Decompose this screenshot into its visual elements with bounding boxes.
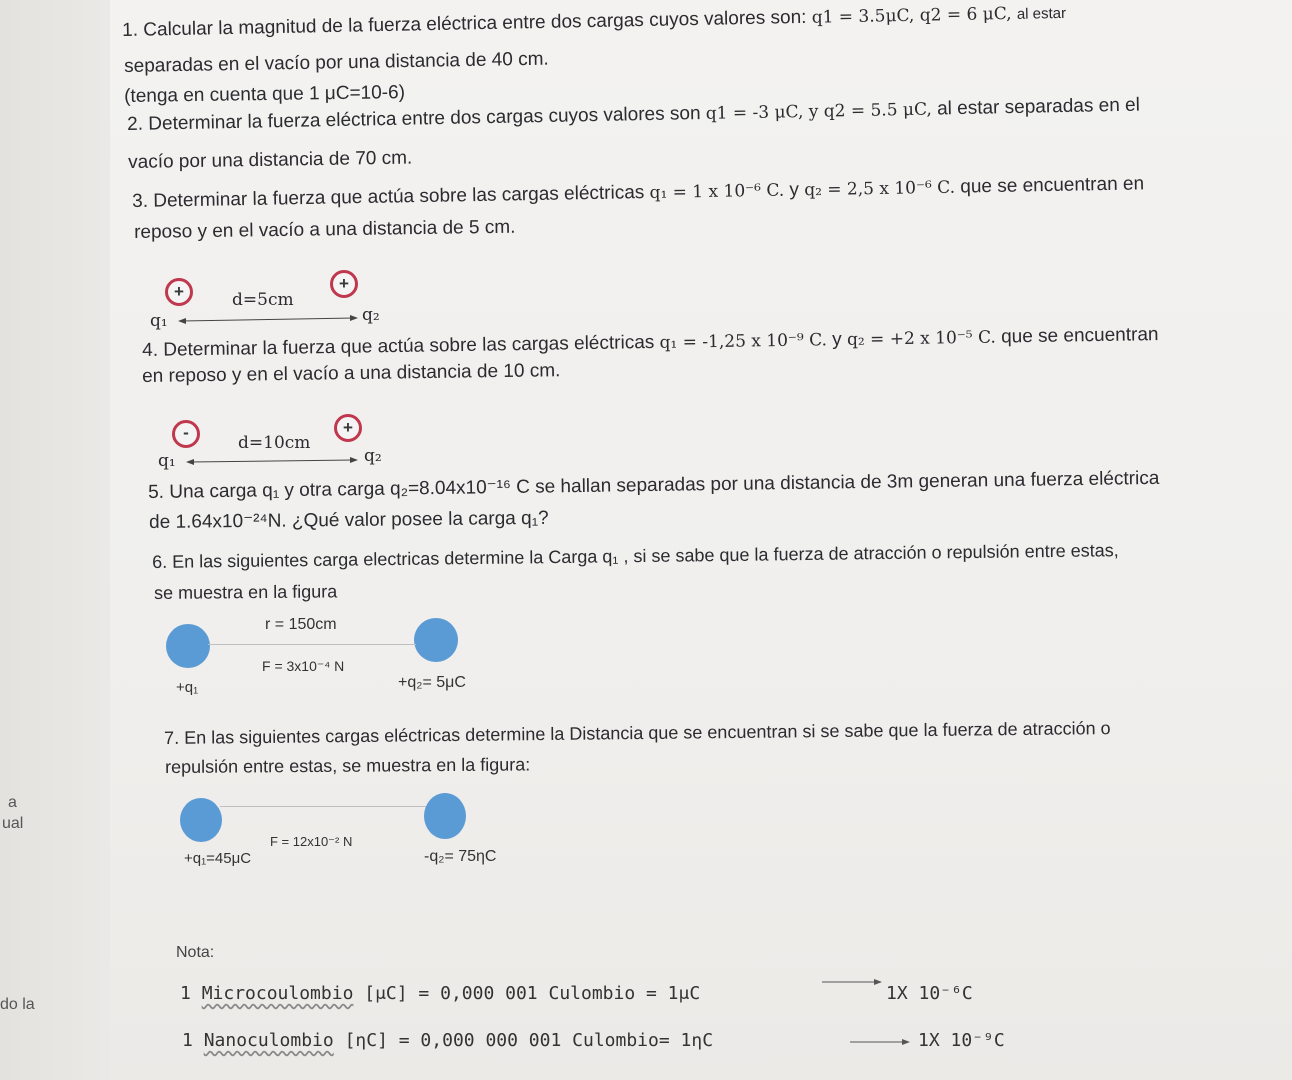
charge-label-q2: q₂ (364, 446, 382, 466)
problem-4-line-1: 4. Determinar la fuerza que actúa sobre las cargas eléctricas q₁ = -1,25 x 10⁻⁹ C. y q₂ = +2 x 10⁻⁵ C. que se encuentran (142, 324, 1159, 361)
problem-5-line-1: 5. Una carga q₁ y otra carga q₂=8.04x10⁻¹⁶ C se hallan separadas por una distancia de 3m generan una fuerza eléctrica (148, 467, 1160, 503)
charge-label-q2: +q₂= 5μC (398, 674, 466, 691)
separator-line (208, 644, 416, 645)
problem-1-line-2: separadas en el vacío por una distancia de 40 cm. (124, 48, 549, 77)
charge-label-q1: +q₁=45μC (184, 850, 252, 867)
arrow-right-icon (850, 1036, 910, 1048)
problem-2-line-2: vacío por una distancia de 70 cm. (128, 147, 413, 173)
problem-6-line-2: se muestra en la figura (154, 581, 338, 603)
problem-5-line-2: de 1.64x10⁻²⁴N. ¿Qué valor posee la carga q₁? (149, 507, 549, 533)
charge-sign-positive: + (330, 270, 358, 298)
nota-row-1-result: 1X 10⁻⁶C (886, 983, 973, 1004)
arrow-right-icon (822, 976, 882, 988)
distance-label: d=5cm (232, 290, 294, 310)
problem-6-line-1: 6. En las siguientes carga electricas determine la Carga q₁ , si se sabe que la fuerza de atracción o repulsión entre estas, (152, 540, 1119, 572)
nota-row-nanoculombio: 1 Nanoculombio [ηC] = 0,000 000 001 Culombio= 1ηC (182, 1030, 714, 1051)
charge-q1-circle (166, 624, 210, 668)
edge-fragment-do-la: do la (0, 996, 35, 1013)
double-arrow-icon (186, 453, 358, 467)
charge-label-q1: q₁ (150, 311, 168, 331)
problem-3-line-2: reposo y en el vacío a una distancia de 5 cm. (134, 216, 516, 243)
nota-title: Nota: (176, 944, 215, 961)
charge-q1-circle (180, 798, 222, 842)
force-label: F = 3x10⁻⁴ N (262, 658, 345, 674)
charge-label-q2: q₂ (362, 305, 380, 325)
charge-sign-negative: - (172, 420, 200, 448)
separator-line (220, 806, 426, 807)
charge-sign-positive: + (165, 278, 193, 306)
distance-label: r = 150cm (265, 616, 337, 633)
problem-2-line-1: 2. Determinar la fuerza eléctrica entre dos cargas cuyos valores son q1 = -3 μC, y q2 = 5.5 μC, al estar separadas en el (127, 94, 1141, 135)
charge-label-q1: q₁ (158, 451, 176, 471)
distance-label: d=10cm (238, 433, 311, 453)
nota-row-2-result: 1X 10⁻⁹C (918, 1030, 1005, 1051)
force-label: F = 12x10⁻² N (270, 834, 353, 849)
problem-1-line-3: (tenga en cuenta que 1 μC=10-6) (124, 82, 406, 107)
charge-q2-circle (414, 618, 458, 662)
problem-7-line-2: repulsión entre estas, se muestra en la figura: (165, 754, 531, 777)
charge-sign-positive: + (334, 414, 362, 442)
problem-3-line-1: 3. Determinar la fuerza que actúa sobre las cargas eléctricas q₁ = 1 x 10⁻⁶ C. y q₂ = 2,5 x 10⁻⁶ C. que se encuentran en (132, 173, 1145, 212)
edge-fragment-ual: ual (2, 815, 24, 832)
nota-row-microcoulombio: 1 Microcoulombio [μC] = 0,000 001 Culombio = 1μC (180, 983, 701, 1004)
edge-fragment-a: a (8, 794, 17, 811)
problem-1-line-1: 1. Calcular la magnitud de la fuerza eléctrica entre dos cargas cuyos valores son: q1 = 3.5μC, q2 = 6 μC, al estar (122, 3, 1067, 41)
problem-4-line-2: en reposo y en el vacío a una distancia de 10 cm. (142, 360, 561, 387)
charge-label-q1: +q₁ (176, 679, 199, 696)
charge-label-q2: -q₂= 75ηC (424, 848, 497, 865)
double-arrow-icon (178, 312, 358, 326)
charge-q2-circle (424, 793, 466, 839)
problem-7-line-1: 7. En las siguientes cargas eléctricas determine la Distancia que se encuentran si se sabe que la fuerza de atracción o (164, 718, 1111, 748)
